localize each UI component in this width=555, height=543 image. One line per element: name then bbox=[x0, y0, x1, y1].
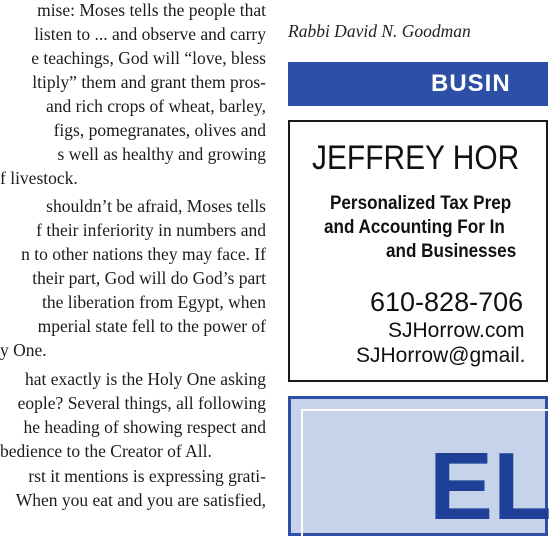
article-line: mperial state fell to the power of bbox=[37, 316, 266, 336]
article-line: eople? Several things, all following bbox=[17, 393, 266, 413]
ad-description-line: Personalized Tax Prep bbox=[330, 193, 512, 214]
ad-phone: 610-828-706 bbox=[370, 287, 524, 317]
el-ad-headline: EL bbox=[429, 433, 552, 540]
tax-service-ad bbox=[288, 120, 548, 382]
article-line: n to other nations they may face. If bbox=[21, 244, 266, 264]
article-line: e teachings, God will “love, bless bbox=[31, 48, 266, 68]
ad-email: SJHorrow@gmail. bbox=[356, 344, 526, 367]
article-line: When you eat and you are satisfied, bbox=[15, 490, 266, 510]
article-line: y One. bbox=[0, 340, 47, 360]
article-line: mise: Moses tells the people that bbox=[37, 0, 266, 20]
ad-website: SJHorrow.com bbox=[388, 319, 525, 342]
article-column bbox=[0, 0, 266, 512]
article-line: ltiply” them and grant them pros- bbox=[32, 72, 266, 92]
article-line: the liberation from Egypt, when bbox=[41, 292, 266, 312]
article-line: shouldn’t be afraid, Moses tells bbox=[46, 196, 266, 216]
business-section-banner bbox=[288, 62, 548, 106]
article-line: f their inferiority in numbers and bbox=[36, 220, 266, 240]
article-line: f livestock. bbox=[0, 168, 78, 188]
ad-business-name: JEFFREY HOR bbox=[312, 139, 520, 177]
article-line: figs, pomegranates, olives and bbox=[53, 120, 266, 140]
article-line: hat exactly is the Holy One asking bbox=[24, 369, 266, 389]
article-line: bedience to the Creator of All. bbox=[0, 441, 212, 461]
el-ad-box bbox=[288, 396, 552, 540]
article-line: listen to ... and observe and carry bbox=[34, 24, 266, 44]
ad-description-line: and Businesses bbox=[386, 241, 517, 262]
article-line: he heading of showing respect and bbox=[23, 417, 266, 437]
author-byline: Rabbi David N. Goodman bbox=[288, 21, 471, 41]
article-line: their part, God will do God’s part bbox=[32, 268, 266, 288]
article-line: rst it mentions is expressing grati- bbox=[28, 466, 266, 486]
article-line: s well as healthy and growing bbox=[57, 144, 266, 164]
article-line: and rich crops of wheat, barley, bbox=[46, 96, 266, 116]
banner-label: BUSIN bbox=[431, 70, 511, 97]
ad-description-line: and Accounting For In bbox=[324, 217, 505, 238]
